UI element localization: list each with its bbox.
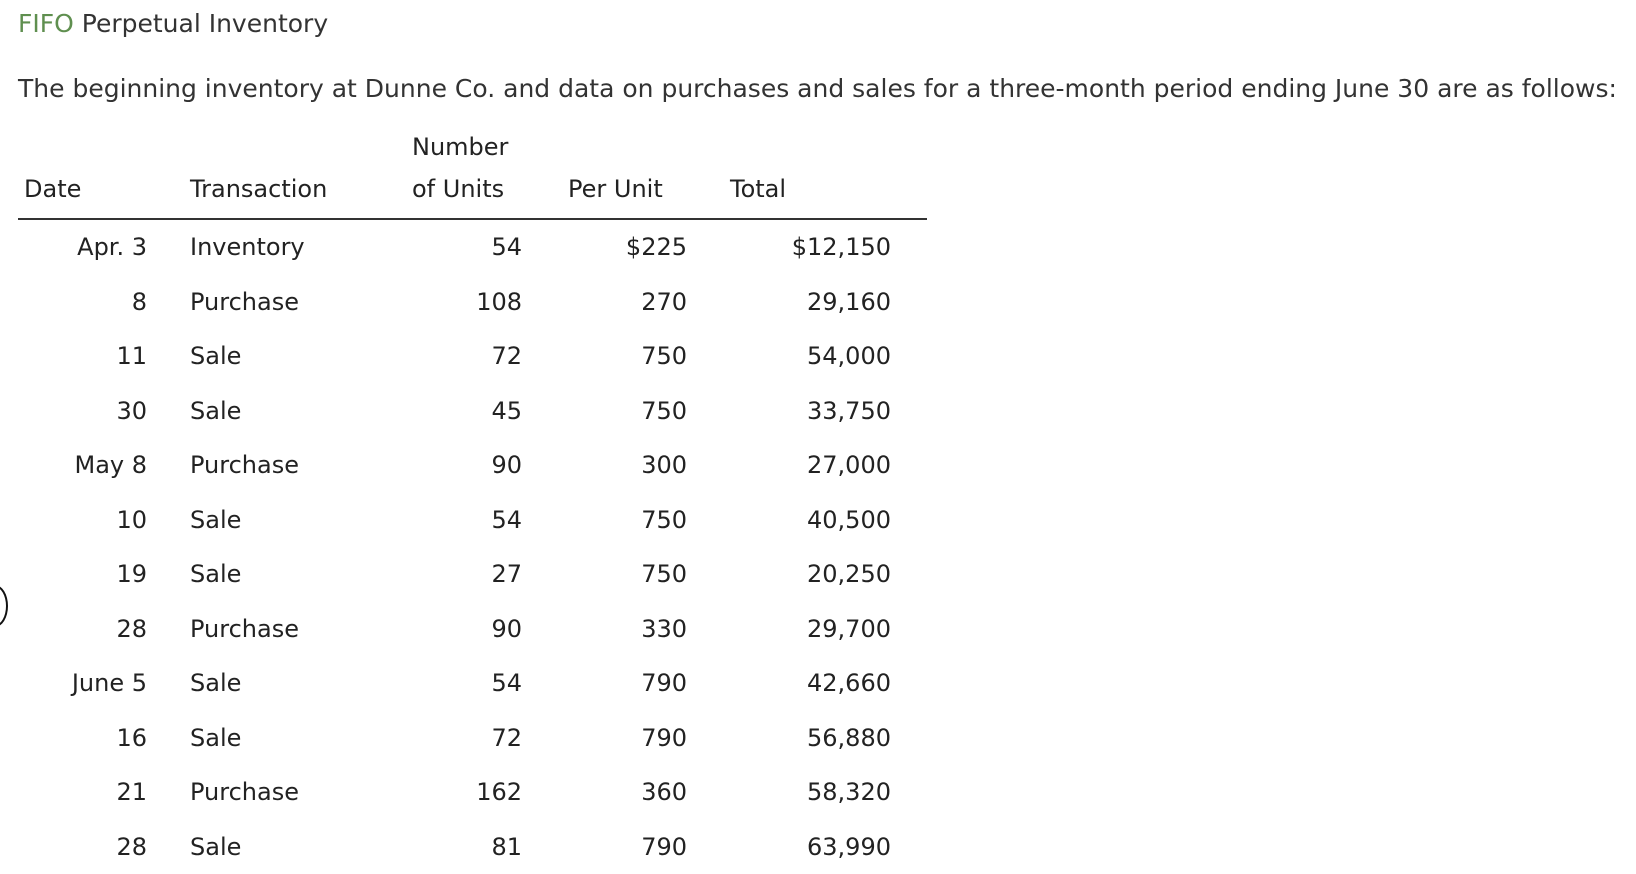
edge-partial-icon bbox=[0, 585, 8, 627]
cell-transaction: Purchase bbox=[190, 450, 299, 480]
cell-units: 54 bbox=[491, 232, 522, 262]
table-header bbox=[18, 130, 927, 220]
cell-per-unit: 270 bbox=[641, 287, 687, 317]
cell-total: 56,880 bbox=[807, 723, 891, 753]
cell-transaction: Sale bbox=[190, 396, 241, 426]
cell-per-unit: 750 bbox=[641, 559, 687, 589]
cell-units: 72 bbox=[491, 723, 522, 753]
cell-per-unit: 360 bbox=[641, 777, 687, 807]
table-row bbox=[18, 329, 927, 384]
table-row bbox=[18, 384, 927, 439]
cell-date: 10 bbox=[116, 505, 147, 535]
cell-total: 29,160 bbox=[807, 287, 891, 317]
cell-units: 72 bbox=[491, 341, 522, 371]
cell-total: 54,000 bbox=[807, 341, 891, 371]
cell-per-unit: $225 bbox=[626, 232, 687, 262]
cell-transaction: Sale bbox=[190, 341, 241, 371]
cell-date: 16 bbox=[116, 723, 147, 753]
cell-date: May 8 bbox=[74, 450, 147, 480]
cell-per-unit: 750 bbox=[641, 505, 687, 535]
cell-date: 8 bbox=[132, 287, 147, 317]
table-row bbox=[18, 656, 927, 711]
cell-per-unit: 790 bbox=[641, 723, 687, 753]
table-row bbox=[18, 711, 927, 766]
inventory-table bbox=[18, 130, 927, 874]
cell-total: 63,990 bbox=[807, 832, 891, 862]
header-total: Total bbox=[730, 174, 786, 204]
cell-transaction: Sale bbox=[190, 723, 241, 753]
cell-units: 54 bbox=[491, 505, 522, 535]
cell-units: 54 bbox=[491, 668, 522, 698]
cell-per-unit: 750 bbox=[641, 341, 687, 371]
cell-total: 29,700 bbox=[807, 614, 891, 644]
cell-date: 28 bbox=[116, 832, 147, 862]
cell-transaction: Sale bbox=[190, 668, 241, 698]
title-text: Perpetual Inventory bbox=[74, 9, 328, 38]
cell-units: 90 bbox=[491, 450, 522, 480]
cell-date: Apr. 3 bbox=[77, 232, 147, 262]
cell-per-unit: 330 bbox=[641, 614, 687, 644]
cell-date: 28 bbox=[116, 614, 147, 644]
header-transaction: Transaction bbox=[190, 174, 327, 204]
table-body bbox=[18, 220, 927, 874]
cell-units: 108 bbox=[476, 287, 522, 317]
cell-date: 19 bbox=[116, 559, 147, 589]
header-number-line2: of Units bbox=[412, 174, 504, 204]
header-number-line1: Number bbox=[412, 132, 508, 162]
cell-units: 162 bbox=[476, 777, 522, 807]
table-row bbox=[18, 438, 927, 493]
table-row bbox=[18, 820, 927, 874]
cell-units: 90 bbox=[491, 614, 522, 644]
cell-total: 42,660 bbox=[807, 668, 891, 698]
cell-units: 27 bbox=[491, 559, 522, 589]
header-per-unit: Per Unit bbox=[568, 174, 663, 204]
cell-total: 33,750 bbox=[807, 396, 891, 426]
cell-total: 27,000 bbox=[807, 450, 891, 480]
cell-transaction: Sale bbox=[190, 559, 241, 589]
cell-transaction: Sale bbox=[190, 832, 241, 862]
cell-transaction: Inventory bbox=[190, 232, 305, 262]
cell-units: 81 bbox=[491, 832, 522, 862]
table-row bbox=[18, 493, 927, 548]
table-row bbox=[18, 602, 927, 657]
table-row bbox=[18, 220, 927, 275]
table-row bbox=[18, 275, 927, 330]
cell-total: $12,150 bbox=[792, 232, 891, 262]
cell-per-unit: 300 bbox=[641, 450, 687, 480]
table-row bbox=[18, 765, 927, 820]
page-title bbox=[18, 8, 328, 40]
header-date: Date bbox=[24, 174, 81, 204]
cell-total: 40,500 bbox=[807, 505, 891, 535]
cell-date: 21 bbox=[116, 777, 147, 807]
cell-per-unit: 790 bbox=[641, 668, 687, 698]
cell-date: 30 bbox=[116, 396, 147, 426]
cell-date: June 5 bbox=[72, 668, 147, 698]
title-accent-link[interactable]: FIFO bbox=[18, 9, 74, 38]
cell-transaction: Purchase bbox=[190, 777, 299, 807]
cell-per-unit: 790 bbox=[641, 832, 687, 862]
cell-per-unit: 750 bbox=[641, 396, 687, 426]
cell-total: 20,250 bbox=[807, 559, 891, 589]
cell-units: 45 bbox=[491, 396, 522, 426]
intro-paragraph: The beginning inventory at Dunne Co. and data on purchases and sales for a three-month period ending June 30 are as follows: bbox=[18, 72, 1617, 106]
cell-total: 58,320 bbox=[807, 777, 891, 807]
cell-transaction: Purchase bbox=[190, 287, 299, 317]
table-row bbox=[18, 547, 927, 602]
cell-transaction: Sale bbox=[190, 505, 241, 535]
cell-transaction: Purchase bbox=[190, 614, 299, 644]
cell-date: 11 bbox=[116, 341, 147, 371]
